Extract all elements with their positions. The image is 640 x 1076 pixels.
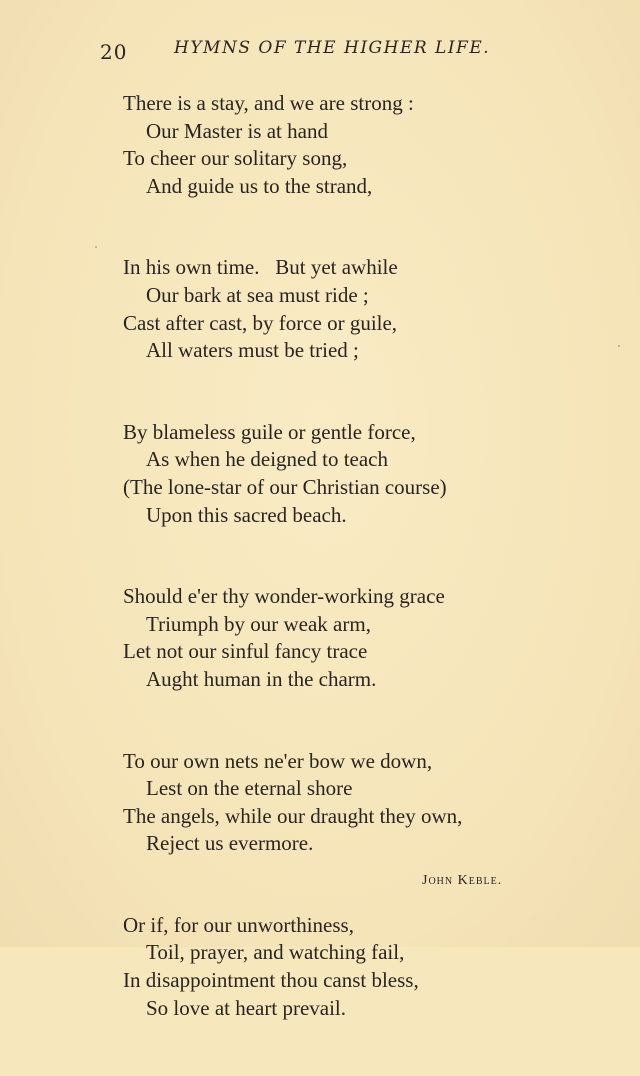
page-number: 20 [100,40,128,64]
poem-line: As when he deigned to teach [146,447,389,472]
author-signature: John Keble. [422,873,503,888]
running-title: HYMNS OF THE HIGHER LIFE. [174,38,491,58]
poem-line: Triumph by our weak arm, [146,611,371,636]
poem-line: To cheer our solitary song, [123,146,348,171]
stanza-4 [123,583,593,693]
poem-line: Toil, prayer, and watching fail, [146,940,405,965]
poem-line: And guide us to the strand, [146,173,373,198]
poem-line: By blameless guile or gentle force, [123,419,416,444]
page-header [100,36,520,66]
poem-line: To our own nets ne'er bow we down, [123,748,433,773]
paper-speck [95,246,97,248]
poem-line: In his own time. But yet awhile [123,255,398,280]
stanza-1 [123,90,593,200]
stanza-5 [123,748,593,858]
stanza-3 [123,419,593,529]
poem-line: Our bark at sea must ride ; [146,282,369,307]
poem-line: The angels, while our draught they own, [123,803,463,828]
poem-line: So love at heart prevail. [146,995,347,1020]
poem-line: Upon this sacred beach. [146,502,347,527]
poem-line: Reject us evermore. [146,831,314,856]
poem-line: (The lone-star of our Christian course) [123,474,447,499]
poem-line: Cast after cast, by force or guile, [123,310,398,335]
poem [123,90,593,1076]
paper-speck [618,345,620,347]
stanza-2 [123,254,593,364]
poem-line: All waters must be tried ; [146,338,359,363]
poem-line: There is a stay, and we are strong : [123,91,414,115]
poem-line: In disappointment thou canst bless, [123,968,419,993]
poem-line: Let not our sinful fancy trace [123,639,368,664]
poem-line: Or if, for our unworthiness, [123,912,354,937]
poem-line: Lest on the eternal shore [146,776,353,801]
poem-line: Aught human in the charm. [146,666,377,691]
poem-line: Should e'er thy wonder-working grace [123,584,445,609]
poem-line: Our Master is at hand [146,118,328,143]
stanza-6 [123,912,593,1022]
